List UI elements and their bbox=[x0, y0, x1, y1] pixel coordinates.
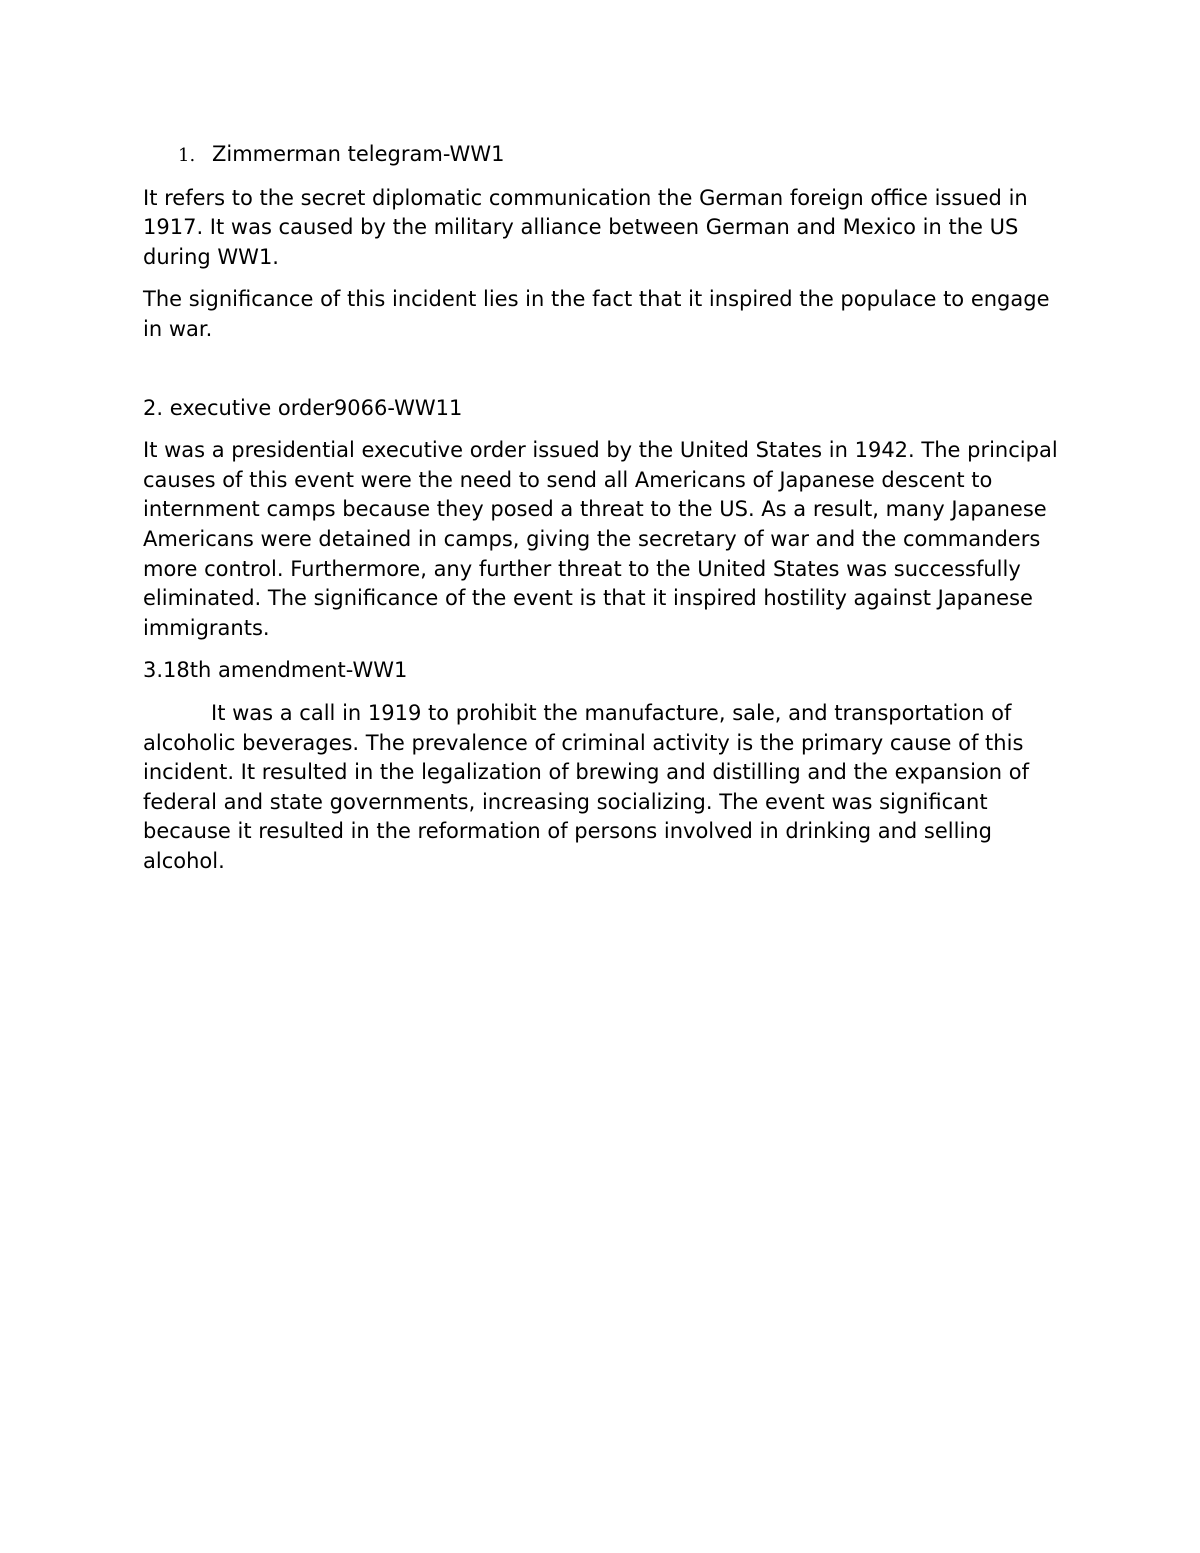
document-body bbox=[143, 140, 1073, 889]
section-3-paragraph-1: It was a call in 1919 to prohibit the manufacture, sale, and transportation of alcoholic beverages. The prevalence of criminal activity is the primary cause of this incident. It resulted in the legalization of brewing and distilling and the expansion of federal and state governments, increasing socializing. The event was significant because it resulted in the reformation of persons involved in drinking and selling alcohol. bbox=[143, 700, 1029, 873]
section-2-heading: 2. executive order9066-WW11 bbox=[143, 395, 463, 420]
section-1-paragraph-2: The significance of this incident lies in the fact that it inspired the populace to engage in war. bbox=[143, 287, 1050, 341]
heading-text: Zimmerman telegram-WW1 bbox=[212, 142, 505, 166]
blank-line bbox=[143, 358, 1073, 394]
section-2-paragraph-1: It was a presidential executive order issued by the United States in 1942. The principal causes of this event were the need to send all Americans of Japanese descent to internment camps because they posed a threat to the US. As a result, many Japanese Americans were detained in camps, giving the secretary of war and the commanders more control. Furthermore, any further threat to the United States was successfully eliminated. The significance of the event is that it inspired hostility against Japanese immigrants. bbox=[143, 438, 1058, 640]
section-1-heading bbox=[143, 140, 1073, 171]
section-1-paragraph-1: It refers to the secret diplomatic communication the German foreign office issued in 1917. It was caused by the military alliance between German and Mexico in the US during WW1. bbox=[143, 185, 1028, 269]
section-3-heading: 3.18th amendment-WW1 bbox=[143, 658, 408, 683]
list-number: 1. bbox=[178, 145, 196, 166]
